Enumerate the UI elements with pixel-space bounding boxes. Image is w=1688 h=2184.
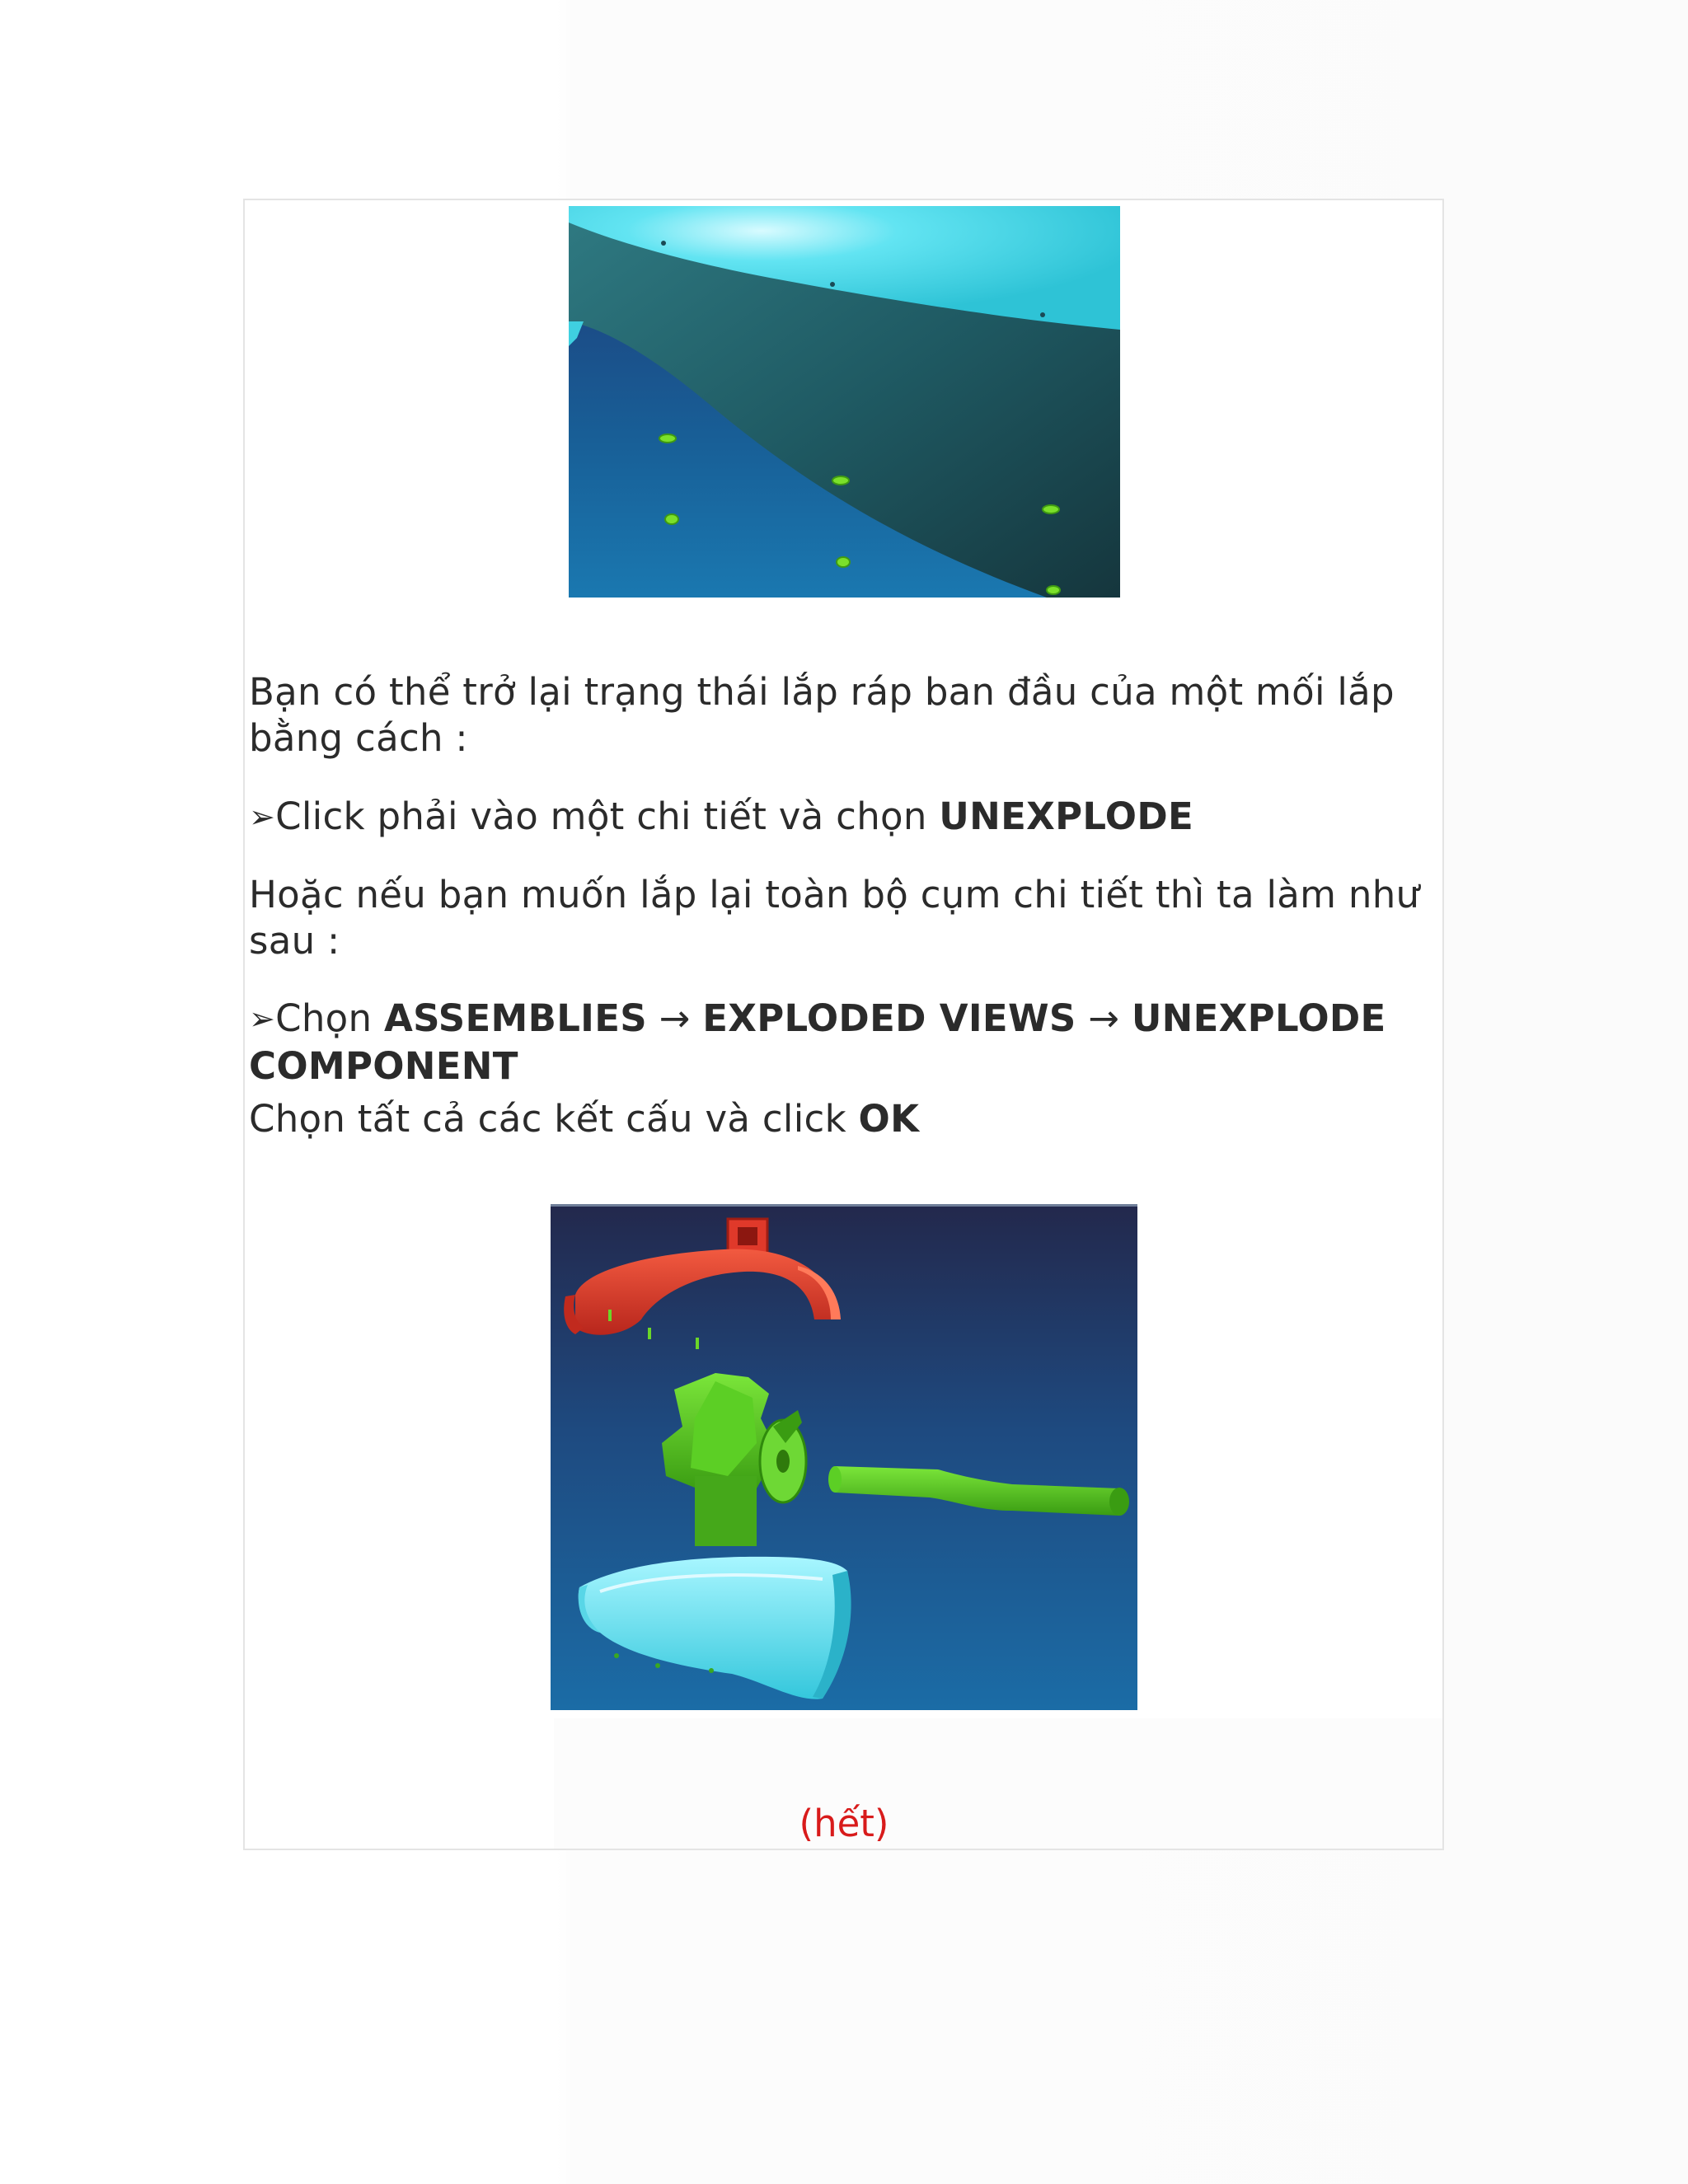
step2-line2-text: Chọn tất cả các kết cấu và click	[249, 1097, 859, 1141]
intro-paragraph: Bạn có thể trở lại trạng thái lắp ráp ban đầu của một mối lắp bằng cách :	[249, 670, 1395, 760]
menu-unexplode-component: UNEXPLODE COMPONENT	[249, 996, 1386, 1088]
alternative-paragraph: Hoặc nếu bạn muốn lắp lại toàn bộ cụm chi tiết thì ta làm như sau :	[249, 873, 1420, 963]
cad-hull-closeup-image	[569, 206, 1120, 598]
menu-separator: →	[1076, 996, 1132, 1040]
ok-command: OK	[858, 1097, 920, 1141]
end-mark: (hết)	[799, 1802, 889, 1845]
menu-separator: →	[646, 996, 703, 1040]
arrow-bullet-icon: ➢	[249, 799, 276, 835]
step1-command: UNEXPLODE	[939, 794, 1194, 838]
step1-text: Click phải vào một chi tiết và chọn	[275, 794, 940, 838]
step1-paragraph	[249, 794, 1428, 841]
cad-exploded-assembly-image	[551, 1204, 1137, 1710]
step2-prefix: Chọn	[275, 996, 384, 1040]
menu-assemblies: ASSEMBLIES	[383, 996, 647, 1040]
step2-paragraph	[249, 996, 1428, 1090]
step2-line2	[249, 1096, 1428, 1142]
menu-exploded-views: EXPLODED VIEWS	[702, 996, 1076, 1040]
arrow-bullet-icon: ➢	[249, 1001, 276, 1037]
